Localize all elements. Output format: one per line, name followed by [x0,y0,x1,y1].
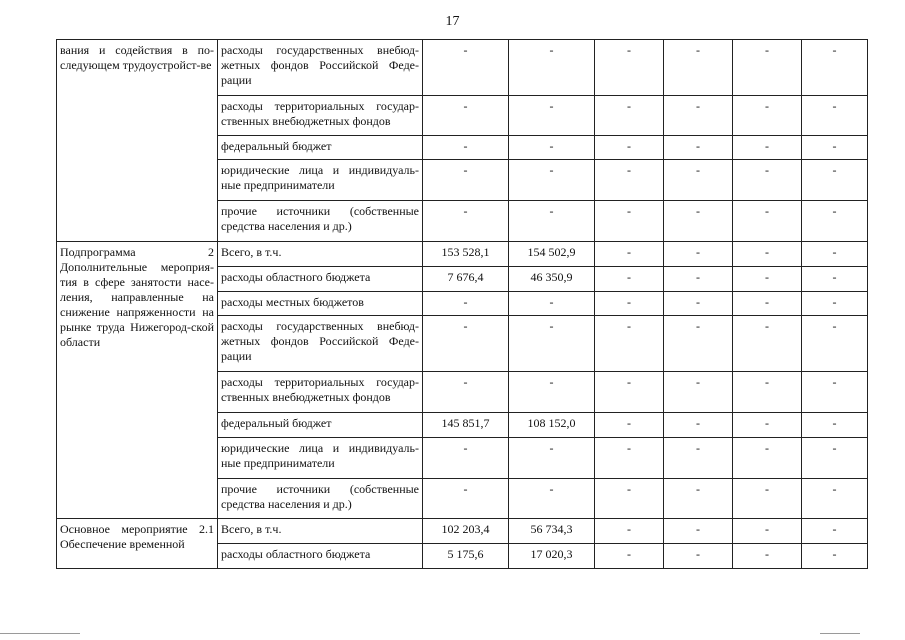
value-cell: - [802,96,868,136]
value-cell: - [664,40,733,96]
value-cell: - [733,201,802,242]
source-cell: расходы государственных внебюд-жетных фондов Российской Феде-рации [218,316,423,372]
value-cell: - [802,438,868,479]
value-cell: - [733,40,802,96]
value-cell: - [595,292,664,316]
source-cell: расходы государственных внебюд-жетных фондов Российской Феде-рации [218,40,423,96]
source-cell: Всего, в т.ч. [218,519,423,544]
source-cell: расходы территориальных государ-ственных внебюджетных фондов [218,372,423,413]
value-cell: - [664,136,733,160]
value-cell: - [802,40,868,96]
value-cell: - [509,136,595,160]
value-cell: - [664,160,733,201]
value-cell: - [509,372,595,413]
source-cell: юридические лица и индивидуаль-ные предприниматели [218,160,423,201]
value-cell: 154 502,9 [509,242,595,267]
value-cell: - [595,136,664,160]
value-cell: - [509,438,595,479]
value-cell: - [802,479,868,519]
value-cell: - [664,292,733,316]
source-cell: федеральный бюджет [218,136,423,160]
value-cell: - [733,519,802,544]
value-cell: - [423,372,509,413]
value-cell: - [733,267,802,292]
value-cell: - [802,160,868,201]
program-cell: Основное мероприятие 2.1 Обеспечение временной [57,519,218,569]
value-cell: - [802,267,868,292]
value-cell: - [802,544,868,569]
source-cell: расходы областного бюджета [218,544,423,569]
value-cell: - [733,160,802,201]
table-row [57,242,868,267]
value-cell: - [423,479,509,519]
value-cell: - [423,438,509,479]
value-cell: - [664,544,733,569]
source-cell: расходы местных бюджетов [218,292,423,316]
value-cell: - [664,372,733,413]
value-cell: - [802,136,868,160]
value-cell: - [802,292,868,316]
value-cell: - [595,544,664,569]
value-cell: - [423,40,509,96]
value-cell: - [664,201,733,242]
value-cell: - [802,316,868,372]
value-cell: 17 020,3 [509,544,595,569]
value-cell: - [595,372,664,413]
value-cell: - [595,316,664,372]
source-cell: федеральный бюджет [218,413,423,438]
value-cell: - [802,372,868,413]
value-cell: - [664,316,733,372]
scan-artifact-right [820,633,860,634]
value-cell: - [423,160,509,201]
table-row [57,519,868,544]
value-cell: - [664,438,733,479]
source-cell: прочие источники (собственные средства населения и др.) [218,479,423,519]
value-cell: - [733,544,802,569]
value-cell: - [509,479,595,519]
value-cell: - [802,201,868,242]
value-cell: - [595,242,664,267]
value-cell: - [423,136,509,160]
value-cell: - [733,96,802,136]
value-cell: - [509,292,595,316]
source-cell: прочие источники (собственные средства населения и др.) [218,201,423,242]
value-cell: - [595,413,664,438]
value-cell: - [509,316,595,372]
value-cell: - [664,519,733,544]
value-cell: - [423,292,509,316]
value-cell: - [423,316,509,372]
value-cell: - [802,519,868,544]
value-cell: - [509,96,595,136]
value-cell: - [802,413,868,438]
value-cell: - [423,96,509,136]
value-cell: - [733,292,802,316]
value-cell: 5 175,6 [423,544,509,569]
value-cell: 46 350,9 [509,267,595,292]
value-cell: - [595,519,664,544]
value-cell: - [733,413,802,438]
value-cell: - [664,479,733,519]
value-cell: - [423,201,509,242]
scan-artifact-left [0,633,80,634]
source-cell: Всего, в т.ч. [218,242,423,267]
source-cell: расходы территориальных государ-ственных внебюджетных фондов [218,96,423,136]
value-cell: - [595,201,664,242]
value-cell: 145 851,7 [423,413,509,438]
value-cell: - [733,438,802,479]
value-cell: 108 152,0 [509,413,595,438]
value-cell: - [733,242,802,267]
value-cell: - [733,372,802,413]
value-cell: 102 203,4 [423,519,509,544]
table-row [57,40,868,96]
value-cell: - [509,160,595,201]
value-cell: 7 676,4 [423,267,509,292]
program-cell: вания и содействия в по-следующем трудоустройст-ве [57,40,218,242]
value-cell: 56 734,3 [509,519,595,544]
value-cell: - [664,96,733,136]
value-cell: - [664,413,733,438]
value-cell: - [595,40,664,96]
value-cell: - [664,267,733,292]
value-cell: - [733,136,802,160]
value-cell: - [595,160,664,201]
value-cell: - [595,267,664,292]
value-cell: - [595,438,664,479]
source-cell: юридические лица и индивидуаль-ные предприниматели [218,438,423,479]
page-number: 17 [445,14,460,29]
value-cell: - [733,316,802,372]
value-cell: - [509,201,595,242]
value-cell: - [733,479,802,519]
value-cell: 153 528,1 [423,242,509,267]
program-cell: Подпрограмма 2 Дополнительные мероприя-тия в сфере занятости насе-ления, направленные на снижение напряженности на рынке труда Нижегород-ской области [57,242,218,519]
budget-table [56,39,868,569]
value-cell: - [595,479,664,519]
source-cell: расходы областного бюджета [218,267,423,292]
value-cell: - [664,242,733,267]
value-cell: - [802,242,868,267]
value-cell: - [509,40,595,96]
value-cell: - [595,96,664,136]
